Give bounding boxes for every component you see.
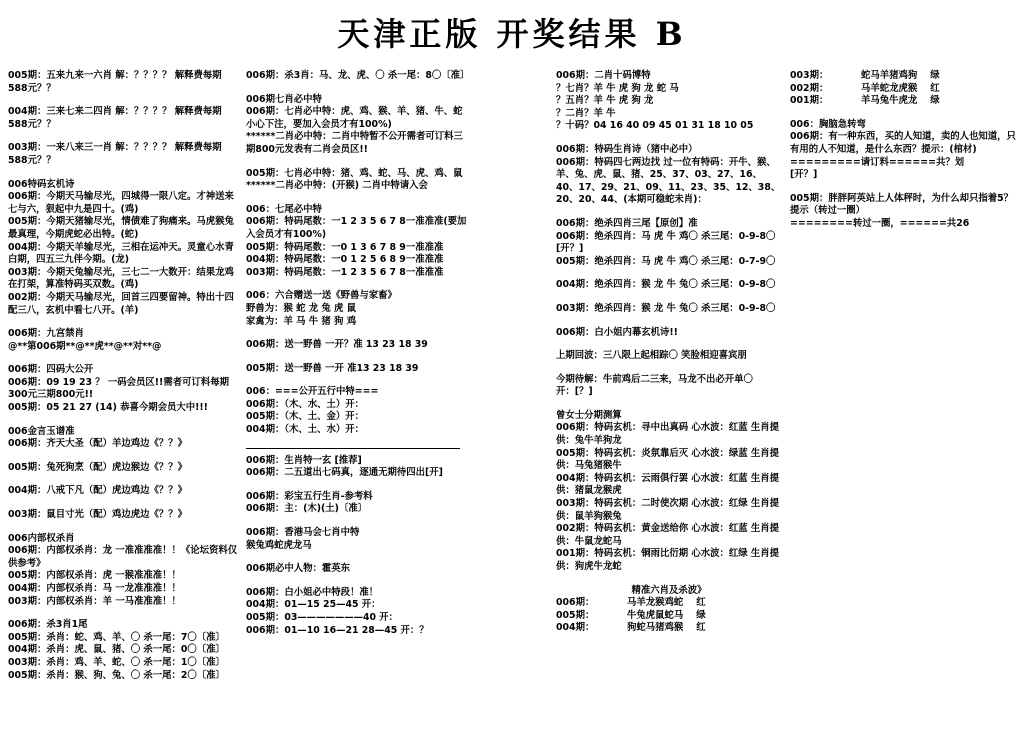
text-block [246,527,470,552]
text-line: 005期：05 21 27 (14) 恭喜今期会员大中!!! [8,402,208,414]
text-line: 006内部权杀肖 [8,532,75,544]
text-line: 005期： 牛兔虎鼠蛇马 绿 [556,609,706,621]
text-line: 006期：绝杀四肖：马 虎 牛 鸡〇 杀三尾：0-9-8〇 [556,230,776,242]
text-block [8,70,240,95]
text-line: 006：===公开五行中特=== [246,386,379,398]
text-line: @**第006期**@**虎**@**对**@ [8,340,162,352]
text-line: 今期待解：牛前鸡后二三来，马龙不出必开单〇 [556,373,753,385]
text-line: ？二肖？羊 牛 [556,107,616,119]
text-block [8,462,240,475]
text-block [8,364,240,414]
text-line: 006期：齐天大圣（配）羊边鸡边《？？》 [8,438,187,450]
text-block [8,179,240,318]
text-line: 006期：今期天马输尽光，四城得一限八定。才神送来七与六，狠起中九是四十。(鸡) [8,191,234,215]
text-line: 588元？？ [8,118,56,130]
text-block [246,563,470,576]
page-title: 天津正版 开奖结果 B [337,15,687,53]
text-line: 精准六肖及杀波》 [631,584,707,596]
text-block [556,410,782,574]
text-line: 005期：03———————40 开： [246,612,399,623]
text-line: 上期回波：三八限上起相踪〇 笑脸相迎喜宾朋 [556,350,747,362]
text-line: 003期：鼠目寸光（配）鸡边虎边《？？》 [8,509,187,521]
text-line: 006期七肖必中特 [246,93,322,105]
text-line: 004期： 狗蛇马猪鸡猴 红 [556,622,706,634]
text-block [556,374,782,399]
text-block [246,70,470,83]
text-line: =========请订料======共？划 [790,156,965,168]
text-line: 野兽为：猴 蛇 龙 兔 虎 鼠 [246,302,357,314]
text-line: 005期：兔死狗烹（配）虎边猴边《？？》 [8,461,187,473]
text-line: 006期：主：(木)(土)〔准〕 [246,503,368,515]
text-line: 006期：（木、水、土）开： [246,398,365,410]
text-line: 006期：白小姐必中特段！准！ [246,586,379,598]
text-block [556,279,782,292]
text-line: 004期：绝杀四肖：猴 龙 牛 兔〇 杀三尾：0-9-8〇 [556,279,776,291]
text-line: 006：七尾必中特 [246,203,322,215]
text-line: 006期：特码四七两边找 过一位有特码：开牛、猴、羊、兔、虎、鼠、猪、25、37、03、27、16、40、17、29、21、09、11、23、35、12、38、20、20、44、(本期可稳蛇未肖)： [556,156,781,206]
text-line: 002期： 马羊蛇龙虎猴 红 [790,82,940,94]
text-line: 004期：01—15 25—45 开： [246,599,381,611]
text-line: 006期：绝杀四肖三尾【原创】准 [556,217,698,229]
text-line: 004期：三来七来二四肖 解：？？？？ 解释费每期 [8,106,222,118]
text-line: 004期：（木、土、水）开： [246,424,365,436]
text-line: 001期： 羊马兔牛虎龙 绿 [790,95,940,107]
text-line: 004期：内部权杀肖：马 一龙准准准！！ [8,583,181,594]
text-line: 003期： 蛇马羊猪鸡狗 绿 [790,70,940,81]
text-line: 006期：有一种东西，买的人知道，卖的人也知道，只有用的人不知道，是什么东西？提示：(棺材) [790,131,1016,155]
text-line: 005期：特码尾数：一0 1 3 6 7 8 9一准准准 [246,241,444,253]
text-block [246,386,470,436]
text-block [246,290,470,328]
text-block [8,328,240,353]
text-block [8,509,240,522]
text-line: 006期：内部权杀肖：龙 一准准准准！！《论坛资料仅供参考》 [8,545,238,569]
text-block [790,119,1018,182]
text-line: 006特码玄机诗 [8,178,75,190]
text-line: 006期：杀3肖1尾 [8,619,88,631]
text-block [246,587,470,637]
text-line: 003期：今期天兔输尽光，三七二一大数开：结果龙鸡在打架，算准特码买双数。(鸡) [8,266,234,291]
text-line: 006期：二肖十码博特 [556,70,651,81]
text-block [246,339,470,352]
divider [246,448,460,449]
text-line: 006期必中人物：霍英东 [246,563,350,575]
text-line: 005期：五来九来一六肖 解：？？？？ 解释费每期 [8,70,222,81]
text-line: 004期：今期天羊输尽光，三相在运冲天。灵童心水青白期，四五三九伴今期。(龙) [8,241,234,266]
text-block [246,94,470,157]
text-line: 006期：香港马会七肖中特 [246,527,360,539]
text-line: 005期：送一野兽 一开 准13 23 18 39 [246,362,419,374]
text-block [8,533,240,609]
text-line: 005期：胖胖阿英站上人体秤时，为什么却只指着5？提示（转过一圈） [790,192,1013,217]
text-line: ？七肖？羊 牛 虎 狗 龙 蛇 马 [556,82,679,94]
column-1 [8,70,240,693]
text-line: 006期：九宫禁肖 [8,328,84,340]
text-line: 猴兔鸡蛇虎龙马 [246,539,312,551]
text-block [556,327,782,340]
text-block [790,193,1018,231]
text-line: 005期：今期天猪输尽光，情债难了狗痛来。马虎猴兔最真理，今期虎蛇必出特。(蛇) [8,216,234,240]
text-block [8,426,240,451]
text-line: 003期：内部权杀肖：羊 一马准准准！！ [8,595,181,607]
text-block [246,491,470,516]
text-line: 006期：杀3肖：马、龙、虎、〇 杀一尾：8〇〔准〕 [246,70,470,81]
text-block [8,106,240,131]
text-line: 004期：八戒下凡（配）虎边鸡边《？？》 [8,485,187,497]
text-line: 006期：七肖必中特：虎、鸡、猴、羊、猪、牛、蛇小心下注，要加入会员才有100%) [246,106,463,130]
column-2 [246,70,470,648]
text-block [8,142,240,167]
text-line: 006期：特码生肖诗（猪中必中） [556,143,698,155]
text-line: ？五肖？羊 牛 虎 狗 龙 [556,95,654,107]
text-line: 005期：绝杀四肖：马 虎 牛 鸡〇 杀三尾：0-7-9〇 [556,255,776,267]
text-line: 005期：杀肖：蛇、鸡、羊、〇 杀一尾：7〇〔准〕 [8,631,225,643]
text-line: 006期： 马羊龙猴鸡蛇 红 [556,597,706,609]
text-line: 006期：白小姐内幕玄机诗!! [556,326,678,338]
text-block [556,218,782,268]
text-line: 家禽为：羊 马 牛 猪 狗 鸡 [246,315,357,327]
column-4 [790,70,1018,242]
text-line: 006期：送一野兽 一开？准 13 23 18 39 [246,339,428,351]
text-line: 004期：特码玄机：云雨俱行罢 心水波：红蓝 生肖提供：猪鼠龙猴虎 [556,472,779,497]
text-line: 006期：二五道出七码真，逐通无期待四出[开] [246,467,443,479]
text-line: ******二肖必中特：二肖中特暂不公开需者可订料三期800元发表有二肖会员区!! [246,131,463,155]
text-line: 001期：特码玄机：铜雨比衍期 心水波：红绿 生肖提供：狗虎牛龙蛇 [556,548,779,572]
text-line: 588元？？ [8,154,56,166]
text-line: 006期：四码大公开 [8,364,94,376]
text-block [246,448,470,480]
text-block [556,585,782,635]
text-line: 005期：杀肖：猴、狗、兔、〇 杀一尾：2〇〔准〕 [8,669,225,681]
text-line: 005期：七肖必中特：猪、鸡、蛇、马、虎、鸡、鼠******二肖必中特：(开猴) 二肖中特请入会 [246,167,463,192]
text-line: 003期：一来八来三一肖 解：？？？？ 解释费每期 [8,142,222,154]
text-line: 003期：特码玄机：二时使次期 心水波：红绿 生肖提供：鼠羊狗猴兔 [556,498,779,522]
text-line: 005期：特码玄机：炎氛靠后灭 心水波：绿蓝 生肖提供：马兔猪猴牛 [556,447,779,472]
text-line: ========转过一圈，======共26 [790,217,970,229]
text-line: 006期：彩宝五行生肖-参考料 [246,490,373,502]
text-line: 006期：09 19 23 ？ 一码会员区!!需者可订料每期300元三期800元!! [8,376,229,401]
text-block [556,303,782,316]
text-block [556,350,782,363]
text-line: 002期：今期天马输尽光，回首三四要留神。特出十四配三八，玄机中看七八开。(羊) [8,291,234,316]
text-line: 003期：杀肖：鸡、羊、蛇、〇 杀一尾：1〇〔准〕 [8,656,225,668]
text-line: 006期：生肖特一玄 [推荐] [246,454,362,466]
text-line: [开？] [790,169,818,181]
text-line: 002期：特码玄机：黄金送给你 心水波：红蓝 生肖提供：牛鼠龙蛇马 [556,523,779,547]
text-line: ？十码？04 16 40 09 45 01 31 18 10 05 [556,120,754,132]
text-line: 006期：01—10 16—21 28—45 开：？ [246,624,429,636]
text-block [556,70,782,133]
text-block [556,144,782,207]
text-block [246,204,470,280]
text-block [246,363,470,376]
text-line: 006：六合赠送一送《野兽与家畜》 [246,290,397,302]
text-line: 006：胸脑急转弯 [790,118,866,130]
text-line: 曾女士分期测算 [556,409,622,421]
text-line: 开：[？] [556,386,593,398]
text-line: 006期：特码玄机：寻中出真码 心水波：红蓝 生肖提供：兔牛羊狗龙 [556,422,779,447]
column-3 [556,70,782,646]
text-line: 003期：特码尾数：一1 2 3 5 6 7 8一准准准 [246,266,444,278]
text-line: 004期：杀肖：虎、鼠、猪、〇 杀一尾：0〇〔准〕 [8,644,225,656]
text-block [8,619,240,682]
text-block [8,485,240,498]
text-block [790,70,1018,108]
text-line: 006期：特码尾数：一1 2 3 5 6 7 8一准准准(要加入会员才有100%) [246,216,467,240]
text-line: 005期：（木、土、金）开： [246,411,365,423]
text-line: 005期：内部权杀肖：虎 一猴准准准！！ [8,570,181,582]
text-line: 588元？？ [8,82,56,94]
text-line: 003期：绝杀四肖：猴 龙 牛 兔〇 杀三尾：0-9-8〇 [556,302,776,314]
text-line: [开？] [556,243,584,255]
text-line: 006金言玉谱准 [8,425,75,437]
text-line: 004期：特码尾数：一0 1 2 5 6 8 9一准准准 [246,254,444,266]
text-block [246,168,470,193]
